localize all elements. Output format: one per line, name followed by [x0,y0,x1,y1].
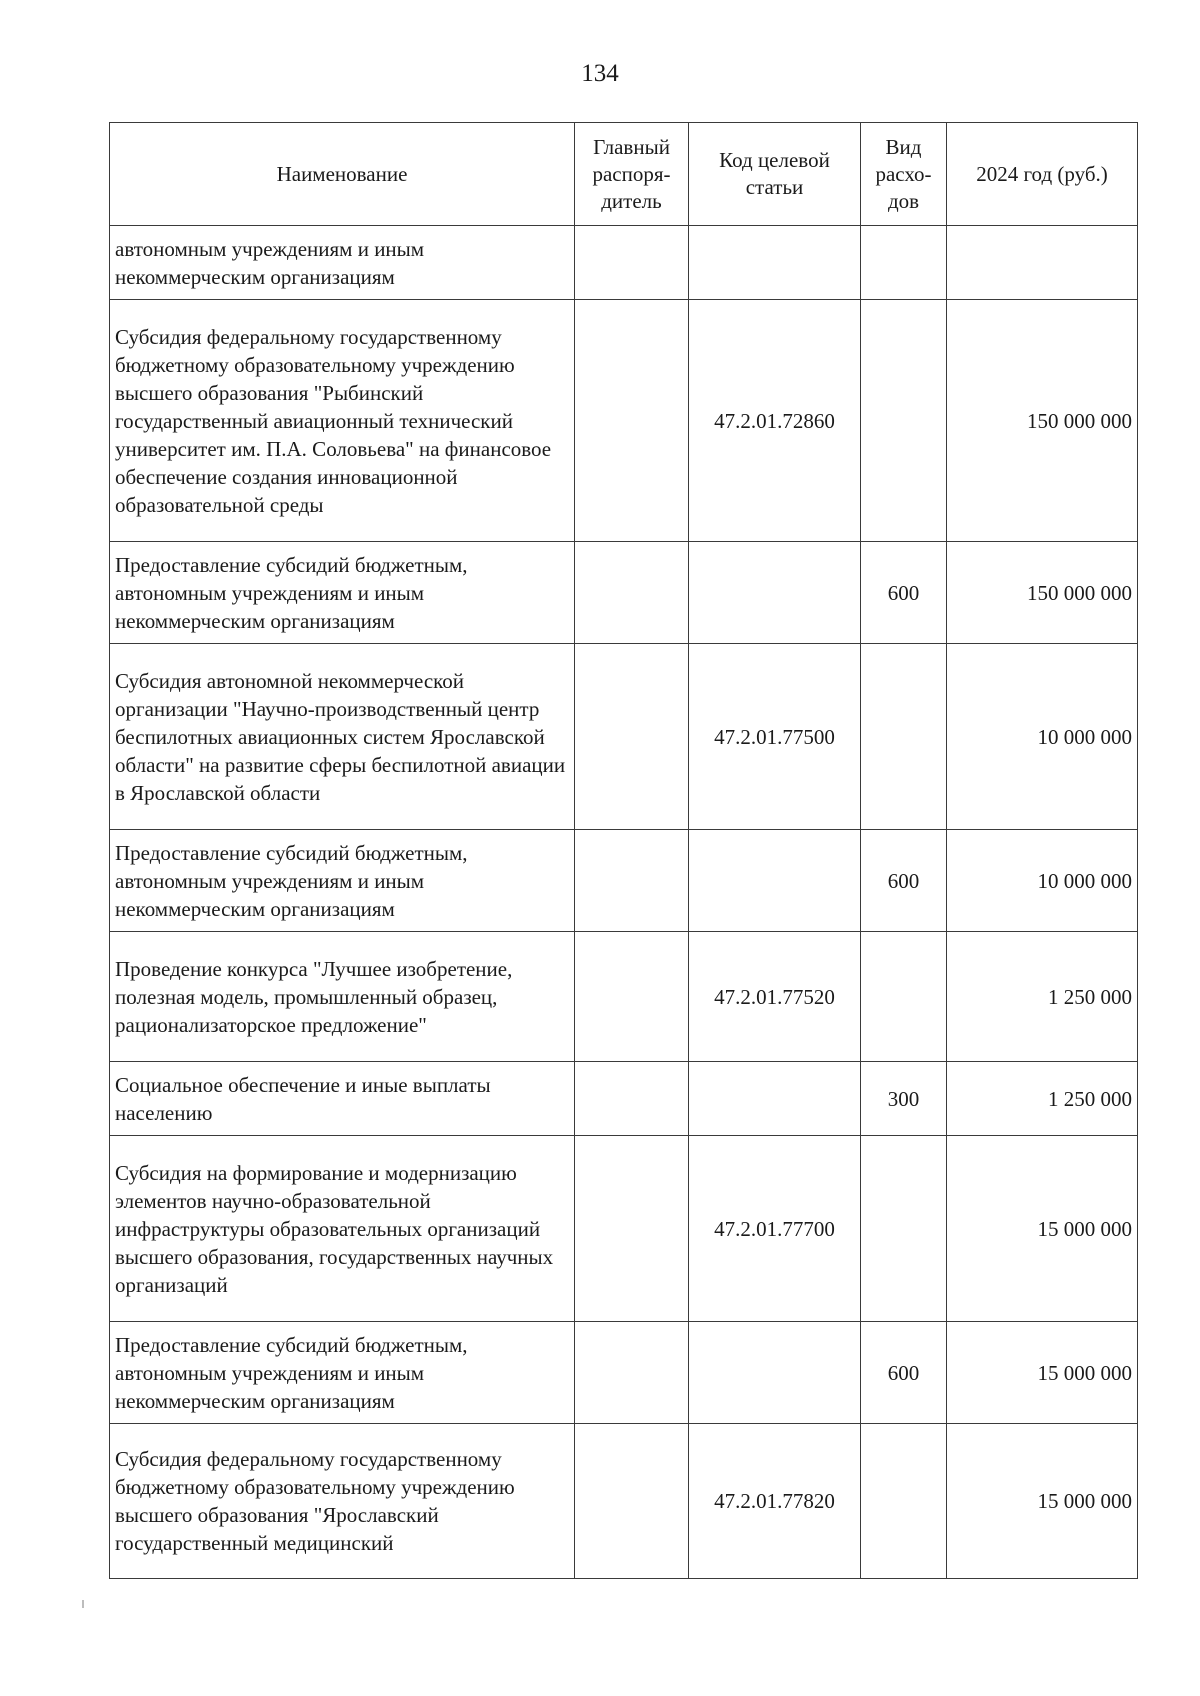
row-name: Субсидия на формирование и модернизацию элементов научно-образовательной инфраструктуры образовательных организаций высшего образования, государственных научных организаций [110,1136,575,1322]
row-expense-type: 600 [861,830,947,932]
row-chief-manager [575,644,689,830]
row-amount: 15 000 000 [947,1136,1138,1322]
row-chief-manager [575,1424,689,1579]
row-expense-type [861,932,947,1062]
row-name: Социальное обеспечение и иные выплаты населению [110,1062,575,1136]
table-row [110,1322,1138,1424]
row-chief-manager [575,932,689,1062]
row-name: Субсидия федеральному государственному бюджетному образовательному учреждению высшего образования "Рыбинский государственный авиационный технический университет им. П.А. Соловьева" на финансовое обеспечение создания инновационной образовательной среды [110,300,575,542]
row-name: Проведение конкурса "Лучшее изобретение, полезная модель, промышленный образец, рационализаторское предложение" [110,932,575,1062]
table-row [110,644,1138,830]
row-expense-type: 600 [861,542,947,644]
header-target-code: Код целевой статьи [689,123,861,226]
row-chief-manager [575,300,689,542]
row-amount: 1 250 000 [947,932,1138,1062]
row-amount: 1 250 000 [947,1062,1138,1136]
header-chief-manager: Главный распоря-дитель [575,123,689,226]
row-chief-manager [575,1322,689,1424]
row-chief-manager [575,1062,689,1136]
row-target-code [689,226,861,300]
header-name: Наименование [110,123,575,226]
row-expense-type: 300 [861,1062,947,1136]
header-expense-type: Вид расхо-дов [861,123,947,226]
table-row [110,1424,1138,1579]
row-amount: 10 000 000 [947,644,1138,830]
row-expense-type [861,226,947,300]
row-target-code [689,542,861,644]
page-number: 134 [581,60,619,87]
row-target-code: 47.2.01.77820 [689,1424,861,1579]
table-row [110,542,1138,644]
row-name: Субсидия федеральному государственному бюджетному образовательному учреждению высшего образования "Ярославский государственный медицинский [110,1424,575,1579]
row-target-code: 47.2.01.77700 [689,1136,861,1322]
table-row [110,1062,1138,1136]
row-expense-type [861,1424,947,1579]
row-amount: 15 000 000 [947,1322,1138,1424]
row-target-code [689,1062,861,1136]
row-name: Предоставление субсидий бюджетным, автономным учреждениям и иным некоммерческим организациям [110,1322,575,1424]
row-target-code [689,1322,861,1424]
row-chief-manager [575,542,689,644]
row-target-code: 47.2.01.77520 [689,932,861,1062]
row-expense-type [861,300,947,542]
row-amount: 150 000 000 [947,542,1138,644]
row-amount: 150 000 000 [947,300,1138,542]
row-amount [947,226,1138,300]
row-amount: 15 000 000 [947,1424,1138,1579]
table-header-row [110,123,1138,226]
row-name: Предоставление субсидий бюджетным, автономным учреждениям и иным некоммерческим организациям [110,542,575,644]
row-target-code: 47.2.01.72860 [689,300,861,542]
row-name: Субсидия автономной некоммерческой организации "Научно-производственный центр беспилотных авиационных систем Ярославской области" на развитие сферы беспилотной авиации в Ярославской области [110,644,575,830]
scan-artifact-mark [82,1600,84,1608]
budget-table [109,122,1138,1579]
header-year-2024: 2024 год (руб.) [947,123,1138,226]
row-expense-type [861,644,947,830]
row-name: автономным учреждениям и иным некоммерческим организациям [110,226,575,300]
row-chief-manager [575,830,689,932]
row-amount: 10 000 000 [947,830,1138,932]
row-expense-type: 600 [861,1322,947,1424]
table-row [110,932,1138,1062]
row-target-code: 47.2.01.77500 [689,644,861,830]
row-expense-type [861,1136,947,1322]
row-target-code [689,830,861,932]
table-row [110,830,1138,932]
table-row [110,226,1138,300]
table-row [110,1136,1138,1322]
table-row [110,300,1138,542]
row-chief-manager [575,226,689,300]
row-name: Предоставление субсидий бюджетным, автономным учреждениям и иным некоммерческим организациям [110,830,575,932]
row-chief-manager [575,1136,689,1322]
